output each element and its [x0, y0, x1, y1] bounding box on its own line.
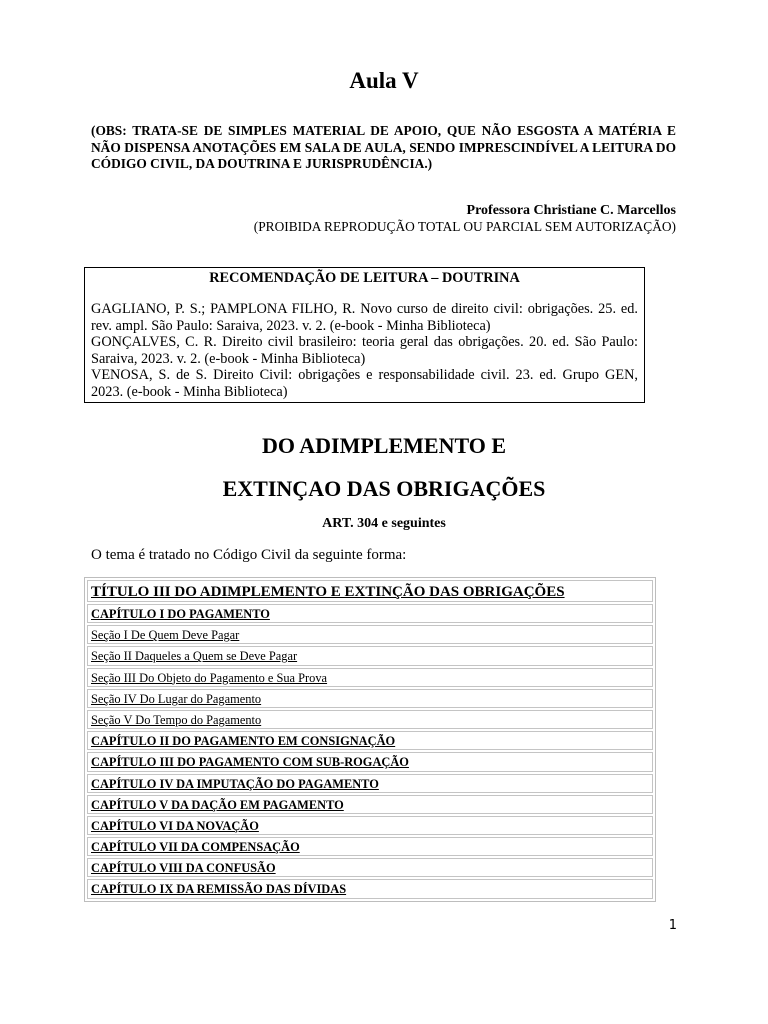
code-structure-table [84, 577, 656, 902]
table-row: Seção III Do Objeto do Pagamento e Sua Prova [87, 668, 653, 687]
table-row: CAPÍTULO III DO PAGAMENTO COM SUB-ROGAÇÃO [87, 752, 653, 771]
table-row: Seção II Daqueles a Quem se Deve Pagar [87, 646, 653, 665]
article-reference: ART. 304 e seguintes [322, 516, 446, 531]
disclaimer-note: (OBS: TRATA-SE DE SIMPLES MATERIAL DE APOIO, QUE NÃO ESGOSTA A MATÉRIA E NÃO DISPENSA ANOTAÇÕES EM SALA DE AULA, SENDO IMPRESCINDÍVEL A LEITURA DO CÓDIGO CIVIL, DA DOUTRINA E JURISPRUDÊNCIA.) [91, 123, 676, 171]
table-row: Seção V Do Tempo do Pagamento [87, 710, 653, 729]
reading-recommendation-box [84, 267, 645, 403]
table-row: CAPÍTULO I DO PAGAMENTO [87, 604, 653, 623]
reference-entry: GONÇALVES, C. R. Direito civil brasileiro: teoria geral das obrigações. 20. ed. São Paulo: Saraiva, 2023. v. 2. (e-book - Minha Biblioteca) [91, 334, 638, 367]
table-row: Seção IV Do Lugar do Pagamento [87, 689, 653, 708]
section-heading-line-1: DO ADIMPLEMENTO E [261, 433, 507, 458]
table-row: CAPÍTULO VII DA COMPENSAÇÃO [87, 837, 653, 856]
table-row: CAPÍTULO VIII DA CONFUSÃO [87, 858, 653, 877]
reference-entry: GAGLIANO, P. S.; PAMPLONA FILHO, R. Novo curso de direito civil: obrigações. 25. ed. rev. ampl. São Paulo: Saraiva, 2023. v. 2. (e-book - Minha Biblioteca) [91, 301, 638, 334]
table-title-row: TÍTULO III DO ADIMPLEMENTO E EXTINÇÃO DAS OBRIGAÇÕES [87, 580, 653, 602]
professor-name: Professora Christiane C. Marcellos [466, 203, 676, 218]
reproduction-notice: (PROIBIDA REPRODUÇÃO TOTAL OU PARCIAL SEM AUTORIZAÇÃO) [253, 219, 676, 234]
table-row: Seção I De Quem Deve Pagar [87, 625, 653, 644]
table-row: CAPÍTULO V DA DAÇÃO EM PAGAMENTO [87, 795, 653, 814]
table-row: CAPÍTULO II DO PAGAMENTO EM CONSIGNAÇÃO [87, 731, 653, 750]
page-number: 1 [668, 918, 677, 933]
intro-paragraph: O tema é tratado no Código Civil da seguinte forma: [91, 547, 407, 563]
page-title: Aula V [349, 68, 419, 93]
reference-entry: VENOSA, S. de S. Direito Civil: obrigações e responsabilidade civil. 23. ed. Grupo GEN, 2023. (e-book - Minha Biblioteca) [91, 367, 638, 400]
table-row: CAPÍTULO IX DA REMISSÃO DAS DÍVIDAS [87, 879, 653, 898]
table-row: CAPÍTULO IV DA IMPUTAÇÃO DO PAGAMENTO [87, 774, 653, 793]
section-heading-line-2: EXTINÇAO DAS OBRIGAÇÕES [222, 476, 546, 501]
table-row: CAPÍTULO VI DA NOVAÇÃO [87, 816, 653, 835]
reading-recommendation-title: RECOMENDAÇÃO DE LEITURA – DOUTRINA [209, 270, 520, 286]
